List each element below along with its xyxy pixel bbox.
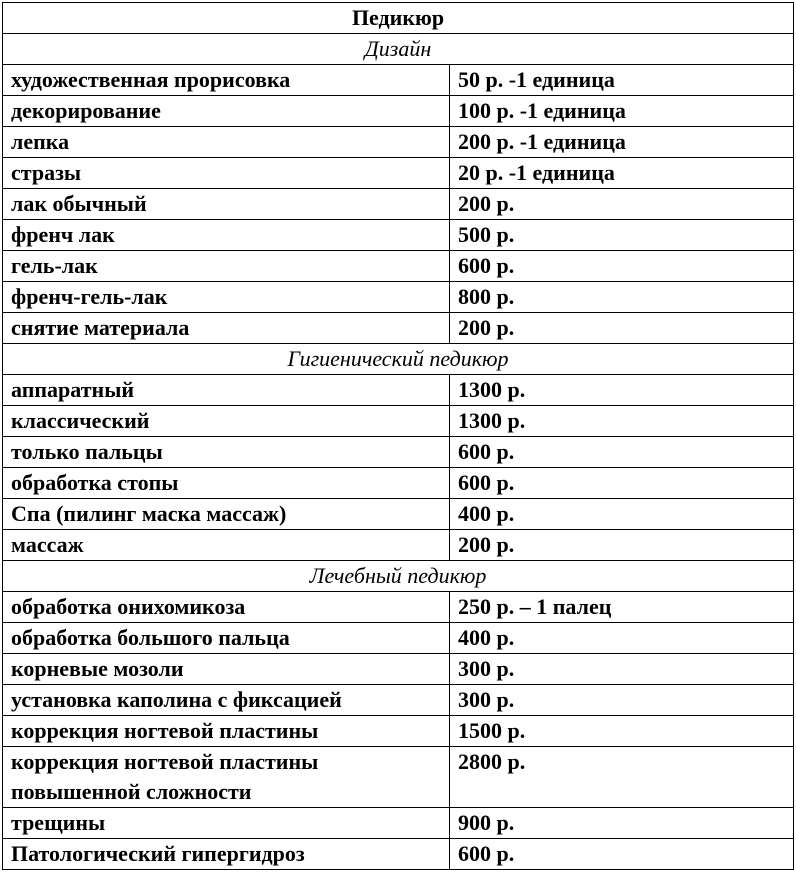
table-row [3, 65, 794, 96]
service-name: френч-гель-лак [3, 282, 450, 313]
price-table-body [3, 3, 794, 870]
section-header-row [3, 561, 794, 592]
service-price: 400 р. [450, 623, 794, 654]
table-row [3, 158, 794, 189]
service-price: 900 р. [450, 808, 794, 839]
service-name: коррекция ногтевой пластины повышенной сложности [3, 747, 450, 808]
service-name: обработка стопы [3, 468, 450, 499]
service-name: гель-лак [3, 251, 450, 282]
table-row [3, 282, 794, 313]
service-name: аппаратный [3, 375, 450, 406]
section-header-row [3, 34, 794, 65]
table-row [3, 313, 794, 344]
service-name: Спа (пилинг маска массаж) [3, 499, 450, 530]
service-price: 200 р. -1 единица [450, 127, 794, 158]
table-row [3, 127, 794, 158]
title-row [3, 3, 794, 34]
service-price: 1300 р. [450, 375, 794, 406]
table-row [3, 530, 794, 561]
service-name: лак обычный [3, 189, 450, 220]
table-row [3, 654, 794, 685]
service-price: 200 р. [450, 530, 794, 561]
table-row [3, 220, 794, 251]
table-row [3, 96, 794, 127]
service-name: только пальцы [3, 437, 450, 468]
service-price: 400 р. [450, 499, 794, 530]
table-row [3, 623, 794, 654]
table-row [3, 685, 794, 716]
service-name: коррекция ногтевой пластины [3, 716, 450, 747]
table-row [3, 592, 794, 623]
service-price: 600 р. [450, 437, 794, 468]
table-row [3, 808, 794, 839]
service-name: Патологический гипергидроз [3, 839, 450, 870]
service-name: корневые мозоли [3, 654, 450, 685]
service-name: художественная прорисовка [3, 65, 450, 96]
table-row [3, 468, 794, 499]
section-title: Лечебный педикюр [3, 561, 794, 592]
section-title: Дизайн [3, 34, 794, 65]
table-row [3, 437, 794, 468]
service-price: 500 р. [450, 220, 794, 251]
service-price: 1300 р. [450, 406, 794, 437]
service-price: 2800 р. [450, 747, 794, 808]
service-price: 20 р. -1 единица [450, 158, 794, 189]
service-name: лепка [3, 127, 450, 158]
service-name: обработка онихомикоза [3, 592, 450, 623]
table-row [3, 839, 794, 870]
service-name: декорирование [3, 96, 450, 127]
service-price: 250 р. – 1 палец [450, 592, 794, 623]
service-price: 200 р. [450, 189, 794, 220]
service-name: массаж [3, 530, 450, 561]
service-price: 600 р. [450, 251, 794, 282]
service-price: 600 р. [450, 839, 794, 870]
service-price: 300 р. [450, 685, 794, 716]
table-row [3, 499, 794, 530]
table-row [3, 375, 794, 406]
service-name: стразы [3, 158, 450, 189]
service-name: обработка большого пальца [3, 623, 450, 654]
service-name: снятие материала [3, 313, 450, 344]
service-price: 800 р. [450, 282, 794, 313]
service-name: установка каполина с фиксацией [3, 685, 450, 716]
section-header-row [3, 344, 794, 375]
section-title: Гигиенический педикюр [3, 344, 794, 375]
service-name: френч лак [3, 220, 450, 251]
service-name: трещины [3, 808, 450, 839]
service-price: 200 р. [450, 313, 794, 344]
service-name: классический [3, 406, 450, 437]
table-row [3, 716, 794, 747]
pedicure-price-table [2, 2, 794, 870]
table-row [3, 747, 794, 808]
service-price: 300 р. [450, 654, 794, 685]
service-price: 50 р. -1 единица [450, 65, 794, 96]
table-row [3, 251, 794, 282]
table-title: Педикюр [3, 3, 794, 34]
table-row [3, 189, 794, 220]
service-price: 100 р. -1 единица [450, 96, 794, 127]
service-price: 1500 р. [450, 716, 794, 747]
table-row [3, 406, 794, 437]
service-price: 600 р. [450, 468, 794, 499]
